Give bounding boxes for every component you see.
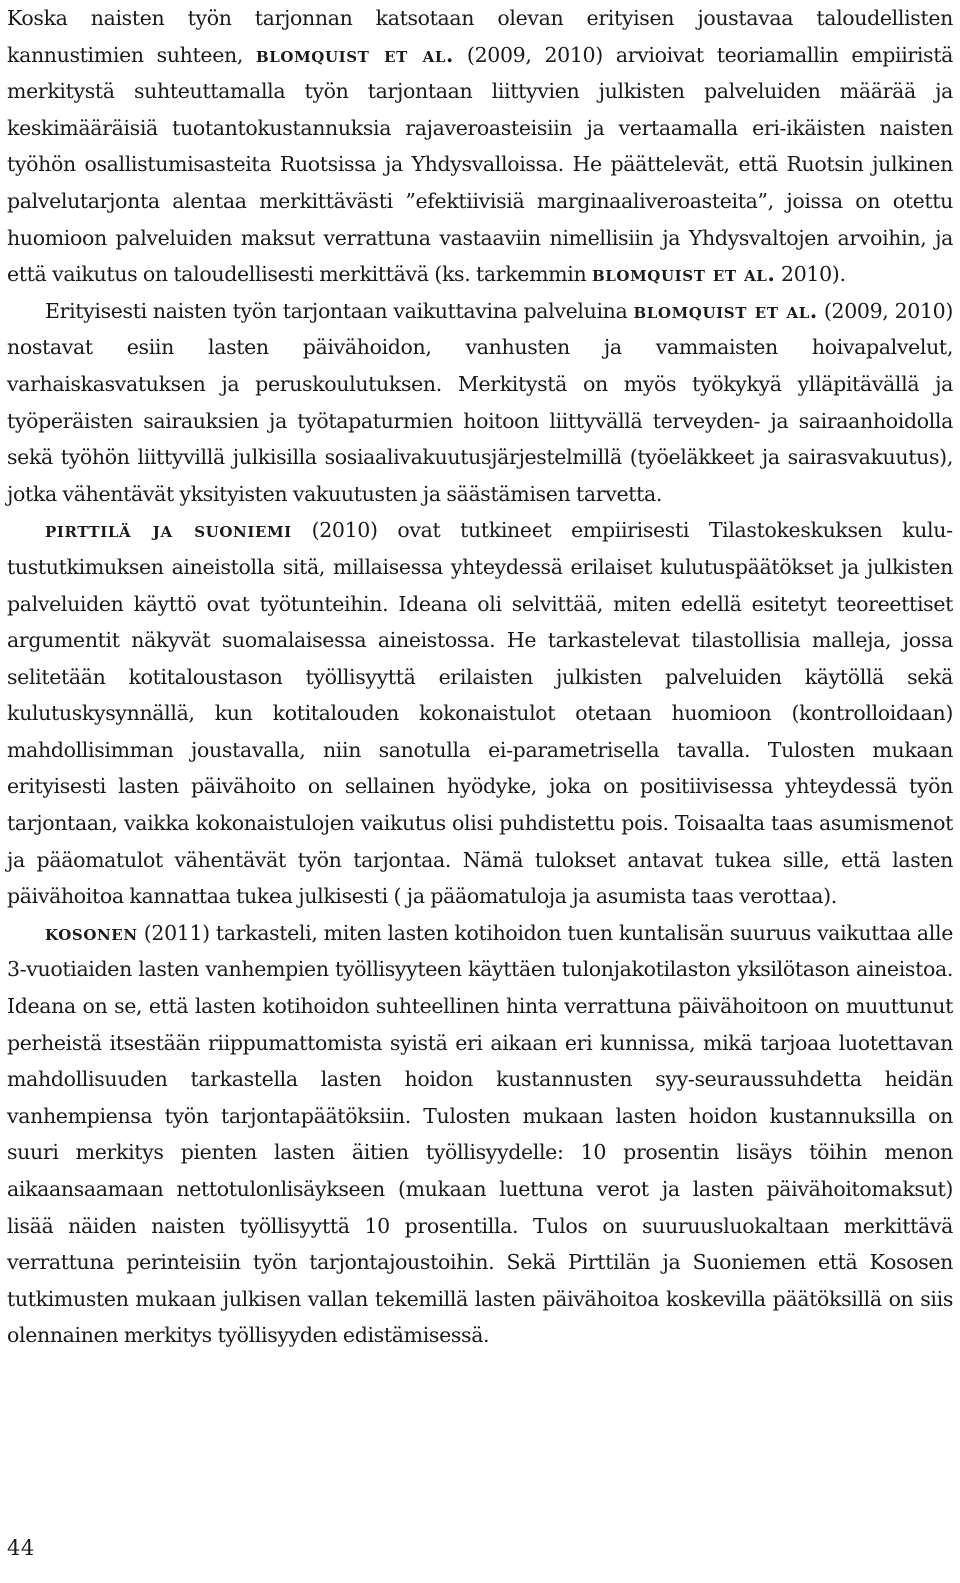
page-number: 44 — [7, 1536, 35, 1560]
paragraph-2 — [7, 293, 953, 513]
author-citation: blomquist et al. — [633, 297, 818, 323]
author-citation: kosonen — [45, 919, 138, 945]
body-text: (2009, 2010) arvioivat teoriamallin empiiristä merkitystä suhteuttamalla työn tarjontaan liittyvien julkisten palveluiden määrää ja keskimääräisiä tuotantokustannuksia rajaveroasteisiin ja vertaamalla eri-ikäisten naisten työhön osallistumisasteita Ruotsissa ja Yhdysvalloissa. He päättelevät, että Ruotsin julkinen palvelutarjonta alentaa merkittävästi ”efektiivisiä marginaaliveroasteita”, joissa on otettu huomioon palveluiden maksut verrattuna vastaaviin nimellisiin ja Yhdysvaltojen arvoihin, ja että vaikutus on taloudellisesti merkittävä (ks. tarkemmin — [7, 42, 953, 287]
paragraph-1 — [7, 0, 953, 293]
body-text: 2010). — [775, 262, 846, 287]
paragraph-3 — [7, 512, 953, 915]
body-text: Erityisesti naisten työn tarjontaan vaikuttavina palveluina — [45, 298, 634, 323]
body-text: (2011) tarkasteli, miten lasten kotihoidon tuen kuntalisän suuruus vaikuttaa alle 3-vuotiaiden lasten vanhempien työllisyyteen käyttäen tulonjakotilaston yksilötason aineistoa. Ideana on se, että lasten kotihoidon suhteellinen hinta verrattuna päivähoitoon on muuttunut perheistä itsestään riippumattomista syistä eri aikaan eri kunnissa, mikä tarjoaa luotettavan mahdollisuuden tarkastella lasten hoidon kustannusten syy-seuraussuhdetta heidän vanhempiensa työn tarjontapäätöksiin. Tulosten mukaan lasten hoidon kustannuksilla on suuri merkitys pienten lasten äitien työllisyydelle: 10 prosentin lisäys töihin menon aikaansaamaan nettotulonlisäykseen (mukaan luettuna verot ja lasten päivähoitomaksut) lisää näiden naisten työllisyyttä 10 prosentilla. Tulos on suuruusluokaltaan merkittävä verrattuna perinteisiin työn tarjontajoustoihin. Sekä Pirttilän ja Suoniemen että Kososen tutkimusten mukaan julkisen vallan tekemillä lasten päivähoitoa koskevilla päätöksillä on siis olennainen merkitys työllisyyden edistämisessä. — [7, 920, 953, 1348]
author-citation: blomquist et al. — [592, 261, 776, 287]
author-citation: pirttilä ja suoniemi — [45, 517, 292, 543]
body-text: (2009, 2010) nostavat esiin lasten päivähoidon, vanhusten ja vammaisten hoivapalvelut, varhaiskasvatuksen ja peruskoulutuksen. Merkitystä on myös työkykyä ylläpitävällä ja työperäisten sairauksien ja työtapaturmien hoitoon liittyvällä terveyden- ja sairaanhoidolla sekä työhön liittyvillä julkisilla sosiaalivakuutusjärjestelmillä (työeläkkeet ja sairasvakuutus), jotka vähentävät yksityisten vakuutusten ja säästämisen tarvetta. — [7, 298, 953, 506]
body-text: Koska naisten työn tarjonnan katsotaan olevan erityisen joustavaa taloudellisten kannustimien suhteen, — [7, 6, 953, 67]
paragraph-4 — [7, 915, 953, 1354]
document-page — [7, 0, 953, 1354]
body-text: (2010) ovat tutkineet empiirisesti Tilastokeskuksen kulutustutkimuksen aineistolla sitä, millaisessa yhteydessä erilaiset kulutuspäätökset ja julkisten palveluiden käyttö ovat työtunteihin. Ideana oli selvittää, miten edellä esitetyt teoreettiset argumentit näkyvät suomalaisessa aineistossa. He tarkastelevat tilastollisia malleja, jossa selitetään kotitaloustason työllisyyttä erilaisten julkisten palveluiden käytöllä sekä kulutuskysynnällä, kun kotitalouden kokonaistulot otetaan huomioon (kontrolloidaan) mahdollisimman joustavalla, niin sanotulla ei-parametrisella tavalla. Tulosten mukaan erityisesti lasten päivähoito on sellainen hyödyke, joka on positiivisessa yhteydessä työn tarjontaan, vaikka kokonaistulojen vaikutus olisi puhdistettu pois. Toisaalta taas asumismenot ja pääomatulot vähentävät työn tarjontaa. Nämä tulokset antavat tukea sille, että lasten päivähoitoa kannattaa tukea julkisesti ( ja pääomatuloja ja asumista taas verottaa). — [7, 518, 953, 909]
author-citation: blomquist et al. — [255, 41, 454, 67]
